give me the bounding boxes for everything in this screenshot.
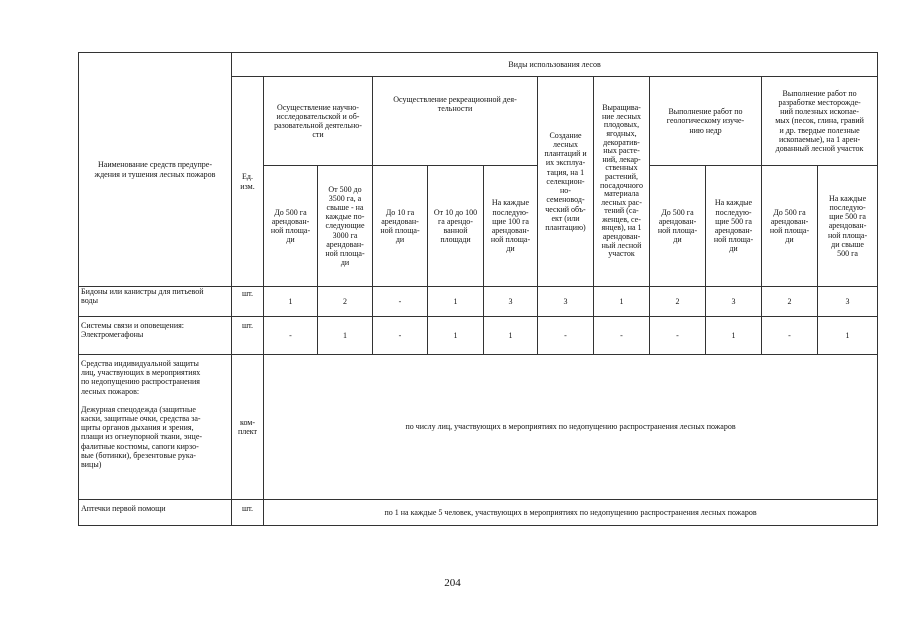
- value-cell: -: [594, 317, 650, 355]
- value-cell: 1: [428, 317, 484, 355]
- subheader-geology-1: [650, 166, 706, 287]
- value-cell: 3: [538, 287, 594, 317]
- subheader-recreation-2-label: От 10 до 100 га арендо- ванной площади: [433, 207, 478, 245]
- value-cell: 3: [706, 287, 762, 317]
- value-cell: 2: [318, 287, 373, 317]
- row-unit-cell: [232, 287, 264, 317]
- table-row-ppe: [79, 355, 878, 500]
- header-name-label: Наименование средств предупре- ждения и тушения лесных пожаров: [94, 160, 216, 179]
- value-cell: -: [373, 317, 428, 355]
- value-cell: 3: [818, 287, 878, 317]
- row-name: Системы связи и оповещения: Электромегафоны: [81, 321, 185, 340]
- subheader-research-2-label: От 500 до 3500 га, а свыше - на каждые по- следующие 3000 га арендован- ной площа- ди: [325, 184, 365, 268]
- subheader-research-1: [264, 166, 318, 287]
- ppe-name-cell: [79, 355, 232, 500]
- value-cell: 1: [428, 287, 484, 317]
- uses-title-label: Виды использования лесов: [508, 59, 601, 69]
- value-cell: 1: [594, 287, 650, 317]
- header-uses-title: [232, 53, 878, 77]
- value-cell: 2: [762, 287, 818, 317]
- value-cell: 1: [706, 317, 762, 355]
- header-group-minerals: [762, 77, 878, 166]
- row-unit-cell: [232, 317, 264, 355]
- value-cell: -: [538, 317, 594, 355]
- header-group-research: [264, 77, 373, 166]
- first-aid-name: Аптечки первой помощи: [81, 504, 166, 513]
- first-aid-value: по 1 на каждые 5 человек, участвующих в мероприятиях по недопущению распространения лесных пожаров: [264, 500, 878, 526]
- page-number: 204: [444, 577, 461, 589]
- group-recreation-label: Осуществление рекреационной дея- тельности: [393, 95, 517, 114]
- header-name-column: [79, 53, 232, 287]
- subheader-minerals-2-label: На каждые последую- щие 500 га арендован- ной площа- ди свыше 500 га: [827, 193, 868, 258]
- subheader-recreation-1-label: До 10 га арендован- ной площа- ди: [380, 207, 420, 245]
- subheader-recreation-3-label: На каждые последую- щие 100 га арендован- ной площа- ди: [490, 198, 531, 254]
- value-cell: 1: [264, 287, 318, 317]
- header-group-geology: [650, 77, 762, 166]
- value-cell: -: [762, 317, 818, 355]
- ppe-item: Дежурная спецодежда (защитные каски, защитные очки, средства за- щиты органов дыхания и зрения, плащи из огнеупорной ткани, энце- фалитные костюмы, сапоги кирзо- вые (ботинки), брезентовые рука- вицы): [81, 404, 203, 470]
- ppe-unit: ком- плект: [232, 355, 264, 500]
- table-row: [79, 287, 878, 317]
- group-plantations-label: Создание лесных плантаций и их эксплуа- тация, на 1 селекцион- но- семеновод- ческий объ- ект (или плантацию): [544, 130, 587, 232]
- row-name-cell: [79, 317, 232, 355]
- subheader-research-2: [318, 166, 373, 287]
- row-name: Бидоны или канистры для питьевой воды: [81, 287, 204, 306]
- first-aid-unit: шт.: [241, 504, 254, 513]
- header-group-fruit: [594, 77, 650, 287]
- subheader-geology-1-label: До 500 га арендован- ной площа- ди: [657, 207, 698, 245]
- header-unit-column: [232, 77, 264, 287]
- subheader-recreation-3: [484, 166, 538, 287]
- subheader-geology-2-label: На каждые последую- щие 500 га арендован- ной площа- ди: [713, 198, 754, 254]
- group-research-label: Осуществление научно- исследовательской и об- разовательной деятельно- сти: [274, 102, 362, 140]
- group-minerals-label: Выполнение работ по разработке месторожде- ний полезных ископае- мых (песок, глина, гравий и др. твердые полезные ископаемые), на 1 арен- дованный лесной участок: [775, 88, 864, 153]
- subheader-research-1-label: До 500 га арендован- ной площа- ди: [270, 207, 311, 245]
- value-cell: 3: [484, 287, 538, 317]
- row-name-cell: [79, 287, 232, 317]
- group-geology-label: Выполнение работ по геологическому изуче- нию недр: [666, 107, 745, 135]
- value-cell: 1: [818, 317, 878, 355]
- header-group-plantations: [538, 77, 594, 287]
- ppe-heading: Средства индивидуальной защиты лиц, участвующих в мероприятиях по недопущению распространения лесных пожаров:: [81, 359, 201, 396]
- subheader-recreation-2: [428, 166, 484, 287]
- group-fruit-label: Выращива- ние лесных плодовых, ягодных, декоратив- ных расте- ний, лекар- ственных растений, посадочного материала лесных рас- тений (са- женцев, се- янцев), на 1 арендован- ный лесной участок: [600, 103, 643, 259]
- value-cell: -: [264, 317, 318, 355]
- subheader-minerals-1: [762, 166, 818, 287]
- value-cell: -: [373, 287, 428, 317]
- table-row-first-aid: [79, 500, 878, 526]
- value-cell: 1: [318, 317, 373, 355]
- subheader-minerals-1-label: До 500 га арендован- ной площа- ди: [769, 207, 810, 245]
- subheader-recreation-1: [373, 166, 428, 287]
- value-cell: -: [650, 317, 706, 355]
- header-unit-label: Ед. изм.: [240, 172, 255, 191]
- first-aid-unit-cell: [232, 500, 264, 526]
- value-cell: 2: [650, 287, 706, 317]
- row-unit: шт.: [241, 289, 254, 298]
- table-row: [79, 317, 878, 355]
- ppe-value: по числу лиц, участвующих в мероприятиях по недопущению распространения лесных пожаров: [264, 355, 878, 500]
- value-cell: 1: [484, 317, 538, 355]
- header-group-recreation: [373, 77, 538, 166]
- subheader-geology-2: [706, 166, 762, 287]
- row-unit: шт.: [241, 321, 254, 330]
- subheader-minerals-2: [818, 166, 878, 287]
- first-aid-name-cell: [79, 500, 232, 526]
- fire-equipment-table: [78, 52, 878, 526]
